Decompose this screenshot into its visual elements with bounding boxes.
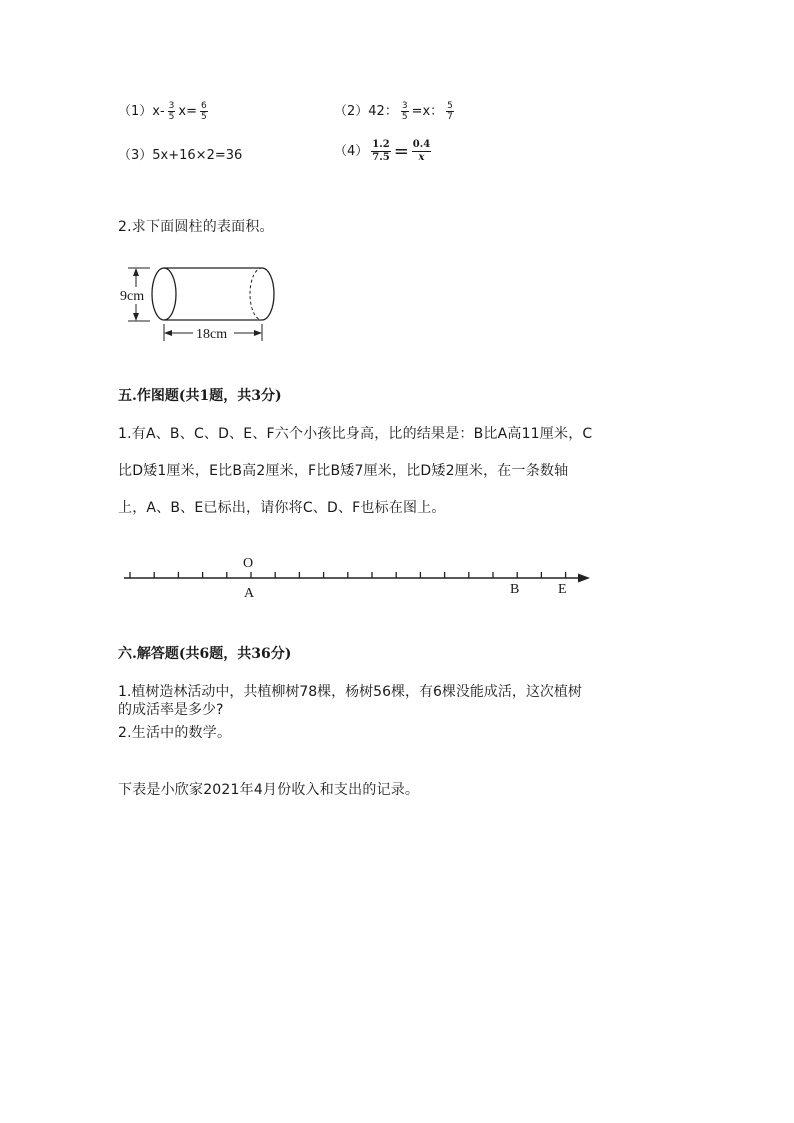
fraction-denominator: x	[418, 152, 425, 163]
fraction-numerator: 1.2	[372, 139, 390, 150]
equation-3-label: （3）	[118, 148, 153, 163]
fraction-numerator: 0.4	[412, 139, 431, 150]
number-line-label-e: E	[558, 582, 567, 597]
number-line-label-a: A	[244, 586, 255, 601]
question-6-1-line-1: 1.植树造林活动中，共植柳树78棵，杨树56棵，有6棵没能成活，这次植树	[118, 684, 582, 700]
fraction-denominator: 7	[447, 112, 453, 122]
equation-3-text: 5x+16×2=36	[152, 148, 243, 163]
equation-1-mid: x=	[178, 104, 197, 119]
equation-2-label: （2）	[334, 104, 369, 119]
fraction-denominator: 7.5	[372, 152, 390, 163]
equation-1-label: （1）	[118, 104, 153, 119]
equation-1-pre: x-	[152, 104, 165, 119]
arrow-right-icon	[578, 574, 590, 583]
fraction-numerator: 3	[168, 101, 175, 111]
cylinder-height-label: 9cm	[120, 289, 145, 304]
equation-2-pre: 42：	[368, 104, 398, 119]
question-2-text: 2.求下面圆柱的表面积。	[118, 219, 274, 235]
fraction-denominator: 5	[201, 112, 207, 122]
equation-4-mid: =	[393, 141, 409, 162]
section-5-title: 五.作图题(共1题，共3分)	[118, 388, 282, 404]
fraction-denominator: 5	[168, 112, 175, 122]
question-5-1-line-1: 1.有A、B、C、D、E、F六个小孩比身高，比的结果是：B比A高11厘米，C	[118, 426, 593, 442]
question-6-2-text: 2.生活中的数学。	[118, 725, 232, 741]
number-line-origin-label: O	[243, 556, 254, 571]
question-6-2-description: 下表是小欣家2021年4月份收入和支出的记录。	[118, 782, 420, 798]
equation-4-label: （4）	[334, 144, 369, 159]
question-5-1-line-2: 比D矮1厘米，E比B高2厘米，F比B矮7厘米，比D矮2厘米，在一条数轴	[118, 463, 569, 479]
fraction-numerator: 6	[201, 101, 207, 111]
equation-2-mid: =x：	[411, 104, 444, 119]
cylinder-length-label: 18cm	[196, 327, 228, 342]
number-line-label-b: B	[510, 582, 520, 597]
fraction-numerator: 5	[447, 101, 453, 111]
question-5-1-line-3: 上，A、B、E已标出，请你将C、D、F也标在图上。	[118, 500, 446, 516]
number-line-ticks	[130, 572, 566, 578]
section-6-title: 六.解答题(共6题，共36分)	[118, 646, 292, 662]
fraction-numerator: 3	[401, 101, 408, 111]
question-6-1	[118, 683, 582, 719]
question-6-1-line-2: 的成活率是多少?	[118, 702, 224, 718]
fraction-denominator: 5	[401, 112, 408, 122]
